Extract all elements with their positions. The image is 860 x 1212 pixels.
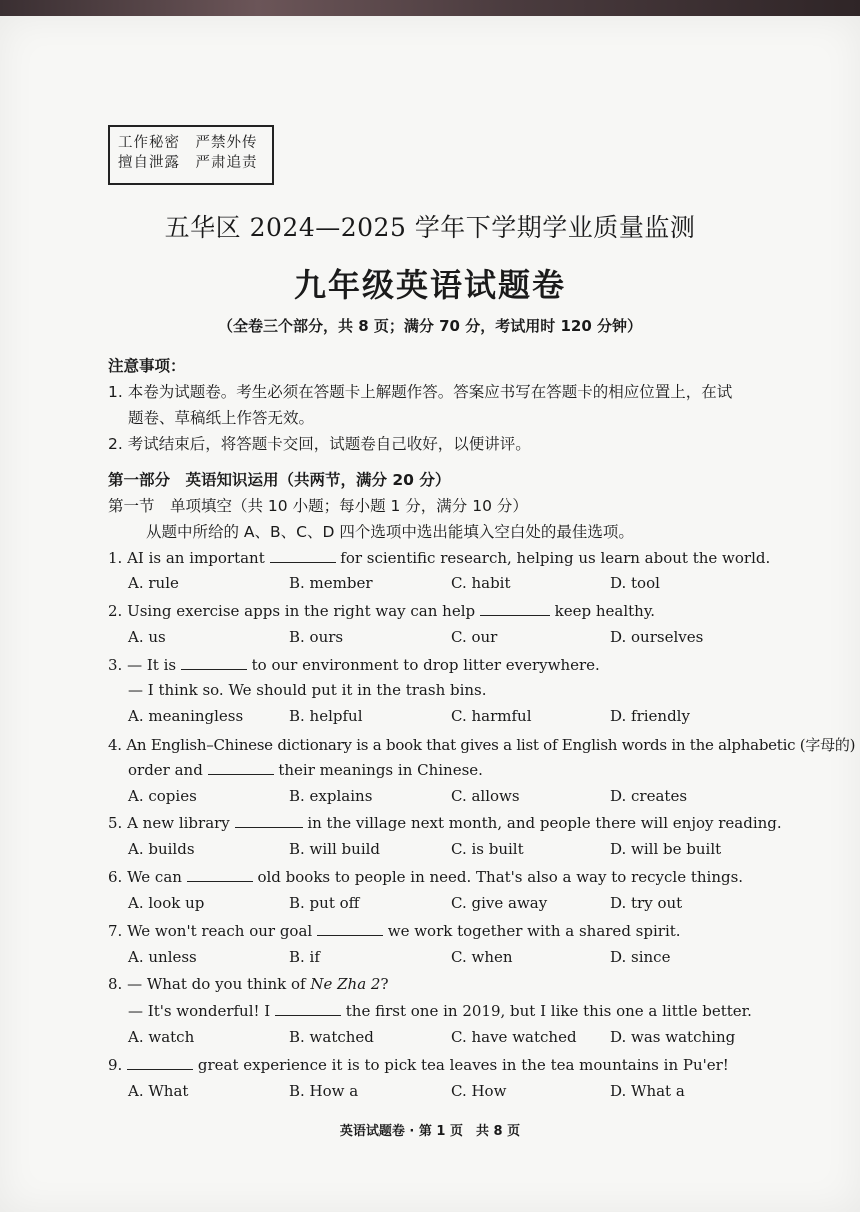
answer-blank bbox=[275, 1001, 341, 1016]
question-4: 4. An English–Chinese dictionary is a book that gives a list of English words in the alphabetic (字母的) bbox=[108, 736, 856, 754]
question-text: we work together with a shared spirit. bbox=[382, 922, 681, 940]
answer-blank bbox=[187, 867, 253, 882]
confidential-notice-box bbox=[108, 125, 274, 185]
page-footer: 英语试题卷 · 第 1 页 共 8 页 bbox=[339, 1124, 521, 1139]
question-2 bbox=[108, 601, 655, 620]
exam-title: 五华区 2024—2025 学年下学期学业质量监测 bbox=[164, 213, 696, 242]
question-text: 6. We can bbox=[108, 868, 187, 886]
question-text: 2. Using exercise apps in the right way can help bbox=[108, 602, 480, 620]
movie-title: Ne Zha 2 bbox=[310, 975, 381, 993]
question-text: in the village next month, and people there will enjoy reading. bbox=[302, 814, 782, 832]
question-text: keep healthy. bbox=[549, 602, 656, 620]
answer-blank bbox=[127, 1055, 193, 1070]
option-d: D. What a bbox=[610, 1082, 685, 1100]
question-text: 9. bbox=[108, 1056, 128, 1074]
option-c: C. give away bbox=[451, 894, 548, 912]
question-text: their meanings in Chinese. bbox=[273, 761, 483, 779]
option-a: A. us bbox=[128, 628, 166, 646]
question-text: 3. — It is bbox=[108, 656, 181, 674]
question-text: 7. We won't reach our goal bbox=[108, 922, 317, 940]
question-3-response: — I think so. We should put it in the trash bins. bbox=[128, 681, 487, 699]
option-a: A. meaningless bbox=[128, 707, 244, 725]
option-b: B. put off bbox=[289, 894, 360, 912]
question-8-response bbox=[128, 1001, 752, 1020]
notes-heading: 注意事项： bbox=[108, 357, 186, 375]
note-item-1: 1. 本卷为试题卷。考生必须在答题卡上解题作答。答案应书写在答题卡的相应位置上，在试 bbox=[108, 383, 733, 401]
exam-subtitle: （全卷三个部分，共 8 页；满分 70 分，考试用时 120 分钟） bbox=[218, 317, 642, 335]
exam-main-title: 九年级英语试题卷 bbox=[293, 266, 566, 304]
option-b: B. watched bbox=[289, 1028, 374, 1046]
question-7 bbox=[108, 921, 681, 940]
question-text: the first one in 2019, but I like this one a little better. bbox=[341, 1002, 752, 1020]
option-c: C. when bbox=[451, 948, 513, 966]
question-text: for scientific research, helping us learn about the world. bbox=[335, 549, 771, 567]
question-8 bbox=[108, 975, 389, 993]
question-text: old books to people in need. That's also a way to recycle things. bbox=[252, 868, 744, 886]
question-5 bbox=[108, 813, 782, 832]
option-c: C. our bbox=[451, 628, 498, 646]
option-c: C. have watched bbox=[451, 1028, 577, 1046]
question-6 bbox=[108, 867, 743, 886]
option-d: D. was watching bbox=[610, 1028, 736, 1046]
option-a: A. unless bbox=[128, 948, 197, 966]
answer-blank bbox=[208, 760, 274, 775]
section1-instruction: 从题中所给的 A、B、C、D 四个选项中选出能填入空白处的最佳选项。 bbox=[146, 523, 634, 541]
answer-blank bbox=[181, 655, 247, 670]
option-a: A. builds bbox=[128, 840, 195, 858]
option-a: A. watch bbox=[128, 1028, 195, 1046]
note-item-2: 2. 考试结束后，将答题卡交回，试题卷自己收好，以便讲评。 bbox=[108, 435, 531, 453]
option-d: D. tool bbox=[610, 574, 660, 592]
question-3 bbox=[108, 655, 600, 674]
option-c: C. How bbox=[451, 1082, 507, 1100]
answer-blank bbox=[270, 548, 336, 563]
option-c: C. habit bbox=[451, 574, 511, 592]
question-text: order and bbox=[128, 761, 208, 779]
option-d: D. try out bbox=[610, 894, 683, 912]
option-a: A. What bbox=[128, 1082, 189, 1100]
option-b: B. will build bbox=[289, 840, 381, 858]
question-text: — It's wonderful! I bbox=[128, 1002, 275, 1020]
note-item-1-cont: 题卷、草稿纸上作答无效。 bbox=[128, 409, 315, 427]
option-b: B. ours bbox=[289, 628, 344, 646]
question-1 bbox=[108, 548, 770, 567]
option-b: B. How a bbox=[289, 1082, 359, 1100]
answer-blank bbox=[317, 921, 383, 936]
answer-blank bbox=[235, 813, 303, 828]
option-c: C. harmful bbox=[451, 707, 532, 725]
option-d: D. since bbox=[610, 948, 671, 966]
option-d: D. friendly bbox=[610, 707, 690, 725]
question-text: to our environment to drop litter everywhere. bbox=[246, 656, 600, 674]
notice-line-2: 擅自泄露 严肃追责 bbox=[118, 155, 258, 171]
option-c: C. allows bbox=[451, 787, 520, 805]
option-a: A. rule bbox=[128, 574, 179, 592]
option-d: D. ourselves bbox=[610, 628, 704, 646]
question-text: great experience it is to pick tea leaves in the tea mountains in Pu'er! bbox=[193, 1056, 729, 1074]
scan-top-edge bbox=[0, 0, 860, 16]
notice-line-1: 工作秘密 严禁外传 bbox=[118, 135, 258, 151]
option-c: C. is built bbox=[451, 840, 524, 858]
section1-heading: 第一节 单项填空（共 10 小题；每小题 1 分，满分 10 分） bbox=[108, 497, 528, 515]
question-text: 8. — What do you think of bbox=[108, 975, 311, 993]
option-a: A. copies bbox=[128, 787, 197, 805]
question-text: 5. A new library bbox=[108, 814, 235, 832]
exam-page bbox=[0, 16, 860, 1212]
question-text: ? bbox=[380, 975, 389, 993]
question-text: 1. AI is an important bbox=[108, 549, 270, 567]
question-9 bbox=[108, 1055, 729, 1074]
question-4-cont bbox=[128, 760, 483, 779]
option-b: B. helpful bbox=[289, 707, 363, 725]
option-d: D. creates bbox=[610, 787, 688, 805]
answer-blank bbox=[480, 601, 550, 616]
option-d: D. will be built bbox=[610, 840, 722, 858]
option-a: A. look up bbox=[128, 894, 205, 912]
option-b: B. member bbox=[289, 574, 373, 592]
option-b: B. if bbox=[289, 948, 320, 966]
part1-heading: 第一部分 英语知识运用（共两节，满分 20 分） bbox=[108, 471, 451, 489]
option-b: B. explains bbox=[289, 787, 373, 805]
